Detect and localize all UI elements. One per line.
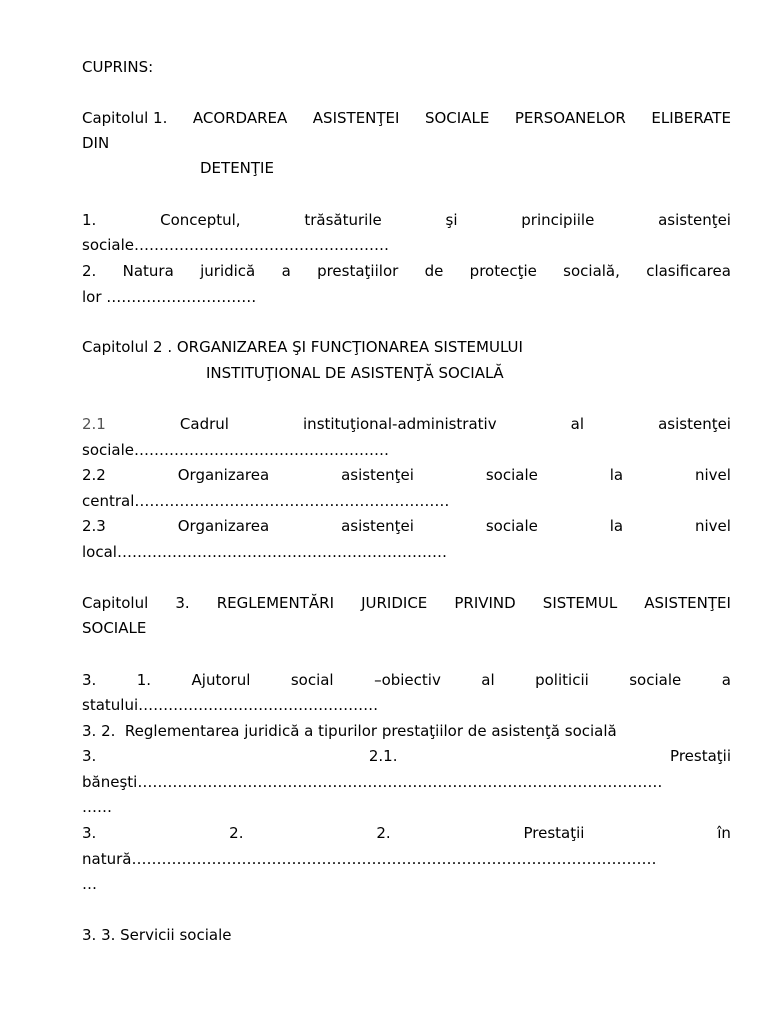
toc-entry-3-2-1: 3. 2.1. Prestaţii xyxy=(82,747,731,765)
chapter-1-title: Capitolul 1. ACORDAREA ASISTENŢEI SOCIALE PERSOANELOR ELIBERATE xyxy=(82,109,731,127)
toc-entry-3-3: 3. 3. Servicii sociale xyxy=(82,926,232,944)
toc-entry-3-2-2-leader: natură…………………………………………………………………………………………… xyxy=(82,850,657,868)
toc-entry-3-1-leader: statului………………………………………… xyxy=(82,696,379,714)
toc-entry-3-2-2: 3. 2. 2. Prestaţii în xyxy=(82,824,731,842)
toc-entry-2-leader: lor ………………………… xyxy=(82,288,257,306)
toc-entry-2-2-leader: central……………………………………………………… xyxy=(82,492,450,510)
chapter-3-title-cont: SOCIALE xyxy=(82,619,147,637)
toc-entry-1: 1. Conceptul, trăsăturile şi principiile asistenţei xyxy=(82,211,731,229)
toc-entry-3-2-1-leader: băneşti…………………………………………………………………………………………… xyxy=(82,773,663,791)
chapter-2-title-cont: INSTITUŢIONAL DE ASISTENŢĂ SOCIALĂ xyxy=(206,364,504,382)
toc-entry-2-3-leader: local………………………………………………………… xyxy=(82,543,447,561)
toc-entry-2-2: 2.2 Organizarea asistenţei sociale la nivel xyxy=(82,466,731,484)
toc-entry-1-leader: sociale…………………………………………… xyxy=(82,236,389,254)
toc-entry-2-1: 2.1 Cadrul instituţional-administrativ al asistenţei xyxy=(82,415,731,433)
toc-entry-2-3: 2.3 Organizarea asistenţei sociale la nivel xyxy=(82,517,731,535)
chapter-1-title-cont: DETENŢIE xyxy=(200,159,274,177)
toc-entry-3-2: 3. 2. Reglementarea juridică a tipurilor prestaţiilor de asistenţă socială xyxy=(82,722,617,740)
chapter-1-title-cont: DIN xyxy=(82,134,110,152)
chapter-3-title: Capitolul 3. REGLEMENTĂRI JURIDICE PRIVIND SISTEMUL ASISTENŢEI xyxy=(82,594,731,612)
chapter-2-title: Capitolul 2 . ORGANIZAREA ŞI FUNCŢIONAREA SISTEMULUI xyxy=(82,338,523,356)
toc-entry-2-1-leader: sociale…………………………………………… xyxy=(82,441,389,459)
toc-heading: CUPRINS: xyxy=(82,58,154,76)
toc-entry-3-2-2-leader-cont: … xyxy=(82,875,97,893)
toc-entry-2: 2. Natura juridică a prestaţiilor de protecţie socială, clasificarea xyxy=(82,262,731,280)
toc-entry-3-2-1-leader-cont: …… xyxy=(82,798,112,816)
toc-entry-3-1: 3. 1. Ajutorul social –obiectiv al politicii sociale a xyxy=(82,671,731,689)
